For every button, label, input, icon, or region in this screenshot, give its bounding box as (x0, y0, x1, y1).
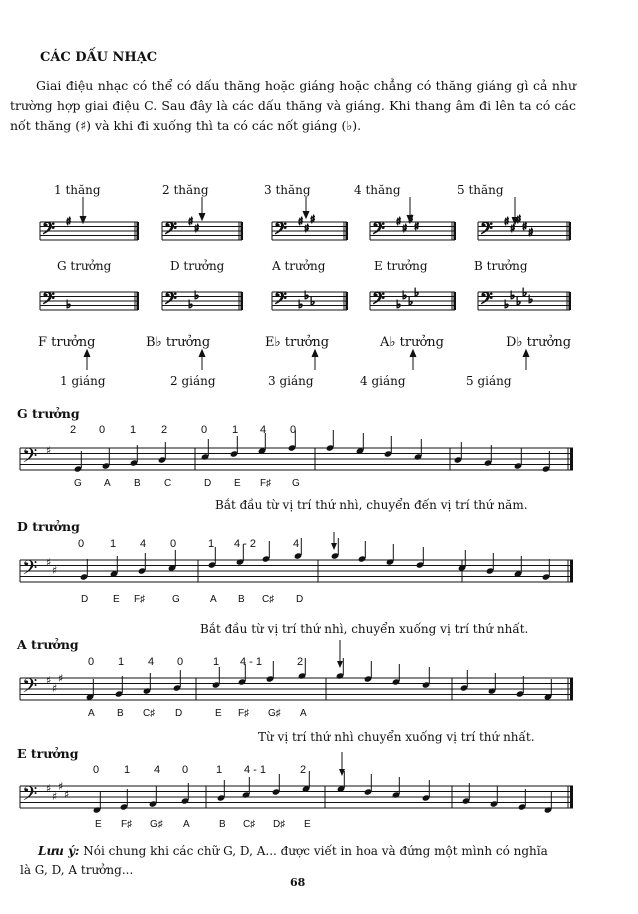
instruction-d: Bắt đầu từ vị trí thứ nhì, chuyển xuống vị trí thứ nhất. (200, 622, 529, 636)
note-name: A (300, 708, 307, 719)
fingering: 4 (140, 538, 147, 550)
flat-icon: ♭ (66, 298, 72, 311)
sharp-icon: ♯ (58, 672, 64, 685)
flat-icon: ♭ (396, 298, 402, 311)
footnote-text: Nói chung khi các chữ G, D, A... được viết in hoa và đứng một mình có nghĩa là G, D, A trưởng... (20, 844, 548, 877)
sharp-icon: ♯ (528, 226, 534, 239)
note-name: A (210, 594, 217, 605)
bass-clef-icon: 𝄢 (164, 218, 177, 242)
sharp-icon: ♯ (516, 213, 522, 226)
flat-icon: ♭ (194, 289, 200, 302)
bass-clef-icon: 𝄢 (274, 288, 287, 312)
note-name: E (95, 819, 102, 830)
bass-clef-icon: 𝄢 (22, 556, 38, 584)
fingering: 1 (232, 424, 239, 436)
arrow-head (331, 543, 337, 550)
note-name: F♯ (121, 819, 133, 830)
sharp-icon: ♯ (194, 222, 200, 235)
bass-clef-icon: 𝄢 (480, 218, 493, 242)
fingering: 1 (216, 764, 223, 776)
sharp-icon: ♯ (298, 215, 304, 228)
note-name: B (134, 478, 141, 489)
flat-icon: ♭ (402, 289, 408, 302)
flat-key-ab: A♭ trưởng (380, 335, 444, 350)
sharp-icon: ♯ (46, 444, 52, 457)
fingering: 0 (170, 538, 177, 550)
page-heading: CÁC DẤU NHẠC (40, 50, 158, 65)
note-name: C♯ (243, 819, 256, 830)
footnote (20, 842, 560, 880)
note-name: F♯ (260, 478, 272, 489)
sharp-icon: ♯ (522, 220, 528, 233)
note-name: G (172, 594, 180, 605)
fingering: 0 (201, 424, 208, 436)
final-barline (454, 222, 457, 240)
flat-count-5: 5 giáng (466, 374, 512, 388)
flat-icon: ♭ (510, 289, 516, 302)
sharp-icon: ♯ (396, 215, 402, 228)
note-name: D (204, 478, 212, 489)
note-name: F♯ (238, 708, 250, 719)
flat-icon: ♭ (522, 286, 528, 299)
flat-icon: ♭ (298, 298, 304, 311)
fingering: 0 (177, 656, 184, 668)
note-name: E (215, 708, 222, 719)
fingering: 4 (154, 764, 161, 776)
note-name: G (292, 478, 300, 489)
fingering: 4 - 2 (234, 538, 257, 550)
sharp-icon: ♯ (52, 682, 58, 695)
fingering: 0 (88, 656, 95, 668)
fingering: 4 (148, 656, 155, 668)
final-barline (241, 222, 244, 240)
fingering: 1 (213, 656, 220, 668)
sharp-icon: ♯ (58, 780, 64, 793)
final-barline (241, 292, 244, 310)
fingering: 4 - 1 (244, 764, 267, 776)
bass-clef-icon: 𝄢 (42, 288, 55, 312)
scale-staff-e (0, 778, 638, 823)
note-name: A (88, 708, 95, 719)
flat-key-eb: E♭ trưởng (265, 335, 330, 350)
note-name: G♯ (150, 819, 163, 830)
sharp-icon: ♯ (66, 215, 72, 228)
sharp-icon: ♯ (46, 674, 52, 687)
sharp-key-d: D trưởng (170, 259, 225, 273)
sharp-key-g: G trưởng (57, 259, 112, 273)
final-barline (454, 292, 457, 310)
fingering: 0 (182, 764, 189, 776)
note-name: B (117, 708, 124, 719)
fingering: 0 (99, 424, 106, 436)
flat-key-bb: B♭ trưởng (146, 335, 211, 350)
sharp-icon: ♯ (52, 790, 58, 803)
note-name: A (104, 478, 111, 489)
bass-clef-icon: 𝄢 (22, 444, 38, 472)
bass-clef-icon: 𝄢 (372, 218, 385, 242)
flat-icon: ♭ (408, 295, 414, 308)
flat-count-2: 2 giáng (170, 374, 216, 388)
flat-icon: ♭ (516, 295, 522, 308)
bass-clef-icon: 𝄢 (42, 218, 55, 242)
sharp-count-1: 1 thăng (54, 183, 101, 197)
scale-staff-d (0, 552, 638, 597)
arrow-head (337, 661, 343, 668)
note-name: B (238, 594, 245, 605)
section-title-a: A trưởng (17, 637, 79, 652)
final-barline (346, 222, 349, 240)
sharp-icon: ♯ (52, 564, 58, 577)
sharp-key-b: B trưởng (474, 259, 528, 273)
fingering: 0 (78, 538, 85, 550)
sharp-icon: ♯ (504, 215, 510, 228)
final-barline (569, 222, 572, 240)
page-number: 68 (290, 876, 306, 889)
note-name: E (304, 819, 311, 830)
flat-icon: ♭ (188, 298, 194, 311)
flat-count-4: 4 giáng (360, 374, 406, 388)
instruction-g: Bắt đầu từ vị trí thứ nhì, chuyển đến vị trí thứ năm. (215, 498, 528, 512)
sharp-icon: ♯ (408, 213, 414, 226)
note-name: D (296, 594, 304, 605)
flat-key-signatures (0, 280, 638, 340)
fingering: 1 (118, 656, 125, 668)
flat-icon: ♭ (304, 289, 310, 302)
sharp-icon: ♯ (414, 220, 420, 233)
flat-arrows (0, 348, 638, 373)
sharp-count-4: 4 thăng (354, 183, 401, 197)
note-name: B (219, 819, 226, 830)
fingering: 1 (124, 764, 131, 776)
note-name: C♯ (262, 594, 275, 605)
fingering: 4 - 1 (240, 656, 263, 668)
bass-clef-icon: 𝄢 (480, 288, 493, 312)
flat-icon: ♭ (310, 295, 316, 308)
fingering: 2 (161, 424, 168, 436)
fingering: 1 (208, 538, 215, 550)
sharp-icon: ♯ (510, 222, 516, 235)
final-barline (570, 448, 573, 470)
fingering: 1 (130, 424, 137, 436)
section-title-g: G trưởng (17, 406, 80, 421)
sharp-key-e: E trưởng (374, 259, 428, 273)
note-name: D (175, 708, 183, 719)
fingering: 2 (300, 764, 307, 776)
note-name: F♯ (134, 594, 146, 605)
final-barline (570, 560, 573, 582)
final-barline (570, 786, 573, 808)
sharp-icon: ♯ (402, 222, 408, 235)
bass-clef-icon: 𝄢 (372, 288, 385, 312)
fingering: 2 (70, 424, 77, 436)
intro-paragraph: Giai điệu nhạc có thể có dấu thăng hoặc giáng hoặc chẳng có thăng giáng gì cả như trường hợp giai điệu C. Sau đây là các dấu thăng và giáng. Khi thang âm đi lên ta có các nốt thăng (♯) và khi đi xuống thì ta có các nốt giáng (♭). (10, 78, 576, 133)
note-name: A (183, 819, 190, 830)
flat-count-1: 1 giáng (60, 374, 106, 388)
sharp-icon: ♯ (64, 788, 70, 801)
final-barline (569, 292, 572, 310)
scale-staff-a (0, 670, 638, 710)
sharp-count-3: 3 thăng (264, 183, 311, 197)
flat-count-3: 3 giáng (268, 374, 314, 388)
bass-clef-icon: 𝄢 (164, 288, 177, 312)
section-title-d: D trưởng (17, 519, 80, 534)
note-name: G♯ (268, 708, 281, 719)
bass-clef-icon: 𝄢 (22, 674, 38, 702)
sharp-icon: ♯ (188, 215, 194, 228)
note-name: C (164, 478, 172, 489)
sharp-count-5: 5 thăng (457, 183, 504, 197)
sharp-icon: ♯ (304, 222, 310, 235)
final-barline (346, 292, 349, 310)
sharp-icon: ♯ (46, 556, 52, 569)
sharp-key-a: A trưởng (272, 259, 326, 273)
flat-icon: ♭ (504, 298, 510, 311)
fingering: 0 (93, 764, 100, 776)
note-name: E (113, 594, 120, 605)
section-title-e: E trưởng (17, 746, 79, 761)
final-barline (137, 292, 140, 310)
flat-key-db: D♭ trưởng (506, 335, 572, 350)
fingering: 4 (293, 538, 300, 550)
note-name: E (234, 478, 241, 489)
sharp-icon: ♯ (46, 782, 52, 795)
fingering: 0 (290, 424, 297, 436)
flat-icon: ♭ (414, 286, 420, 299)
sharp-key-signatures (0, 195, 638, 255)
final-barline (137, 222, 140, 240)
bass-clef-icon: 𝄢 (274, 218, 287, 242)
note-name: G (74, 478, 82, 489)
fingering: 1 (110, 538, 117, 550)
flat-icon: ♭ (528, 293, 534, 306)
fingering: 4 (260, 424, 267, 436)
note-name: D♯ (273, 819, 286, 830)
note-name: C♯ (143, 708, 156, 719)
scale-staff-g (0, 440, 638, 480)
fingering: 2 (297, 656, 304, 668)
sharp-icon: ♯ (310, 213, 316, 226)
final-barline (570, 678, 573, 700)
note-name: D (81, 594, 89, 605)
footnote-label: Lưu ý: (38, 844, 80, 858)
bass-clef-icon: 𝄢 (22, 782, 38, 810)
flat-key-f: F trưởng (38, 335, 96, 350)
sharp-count-2: 2 thăng (162, 183, 209, 197)
instruction-a: Từ vị trí thứ nhì chuyển xuống vị trí thứ nhất. (258, 730, 535, 744)
